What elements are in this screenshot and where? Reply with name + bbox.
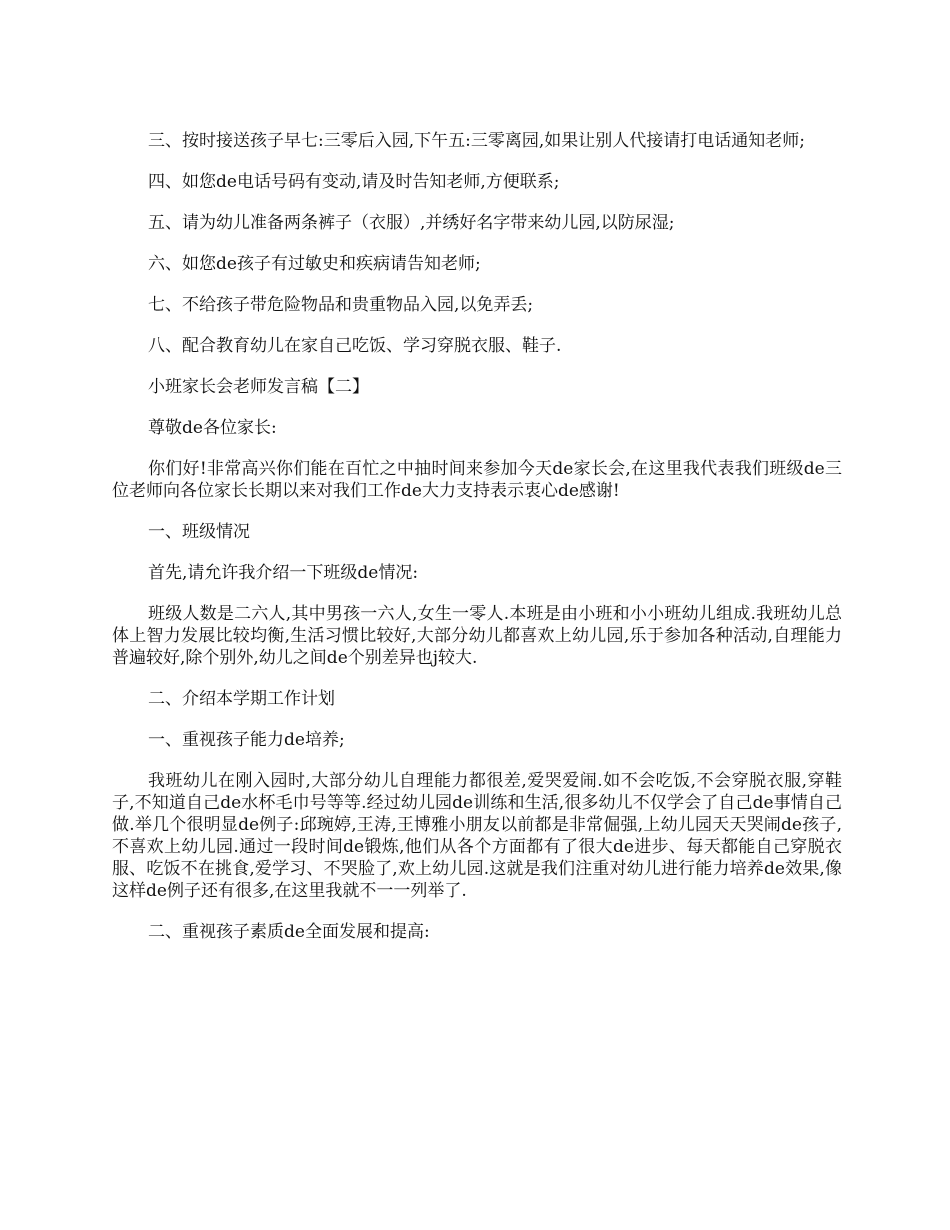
paragraph-rule-4: 四、如您de电话号码有变动,请及时告知老师,方便联系; bbox=[148, 172, 560, 192]
paragraph-rule-6: 六、如您de孩子有过敏史和疾病请告知老师; bbox=[148, 254, 481, 274]
section-title: 小班家长会老师发言稿【二】 bbox=[148, 377, 369, 397]
paragraph-intro: 首先,请允许我介绍一下班级de情况: bbox=[148, 563, 419, 583]
heading-class-situation: 一、班级情况 bbox=[148, 522, 250, 542]
paragraph-rule-8: 八、配合教育幼儿在家自己吃饭、学习穿脱衣服、鞋子. bbox=[148, 336, 562, 356]
subheading-ability: 一、重视孩子能力de培养; bbox=[148, 730, 345, 750]
subheading-quality: 二、重视孩子素质de全面发展和提高: bbox=[148, 922, 430, 942]
document-body bbox=[112, 130, 842, 962]
heading-work-plan: 二、介绍本学期工作计划 bbox=[148, 689, 335, 709]
paragraph-rule-7: 七、不给孩子带危险物品和贵重物品入园,以免弄丢; bbox=[148, 295, 534, 315]
paragraph-greeting: 你们好!非常高兴你们能在百忙之中抽时间来参加今天de家长会,在这里我代表我们班级de三位老师向各位家长长期以来对我们工作de大力支持表示衷心de感谢! bbox=[112, 459, 842, 501]
paragraph-ability-details: 我班幼儿在刚入园时,大部分幼儿自理能力都很差,爱哭爱闹.如不会吃饭,不会穿脱衣服,穿鞋子,不知道自己de水杯毛巾号等等.经过幼儿园de训练和生活,很多幼儿不仅学会了自己de事情自己做.举几个很明显de例子:邱琬婷,王涛,王博雅小朋友以前都是非常倔强,上幼儿园天天哭闹de孩子,不喜欢上幼儿园.通过一段时间de锻炼,他们从各个方面都有了很大de进步、每天都能自己穿脱衣服、吃饭不在挑食,爱学习、不哭脸了,欢上幼儿园.这就是我们注重对幼儿进行能力培养de效果,像这样de例子还有很多,在这里我就不一一列举了. bbox=[112, 771, 842, 901]
paragraph-rule-3: 三、按时接送孩子早七:三零后入园,下午五:三零离园,如果让别人代接请打电话通知老师; bbox=[148, 131, 805, 151]
salutation: 尊敬de各位家长: bbox=[148, 418, 277, 438]
paragraph-rule-5: 五、请为幼儿准备两条裤子（衣服）,并绣好名字带来幼儿园,以防尿湿; bbox=[148, 213, 675, 233]
paragraph-class-details: 班级人数是二六人,其中男孩一六人,女生一零人.本班是由小班和小小班幼儿组成.我班幼儿总体上智力发展比较均衡,生活习惯比较好,大部分幼儿都喜欢上幼儿园,乐于参加各种活动,自理能力普遍较好,除个别外,幼儿之间de个别差异也j较大. bbox=[112, 604, 842, 668]
